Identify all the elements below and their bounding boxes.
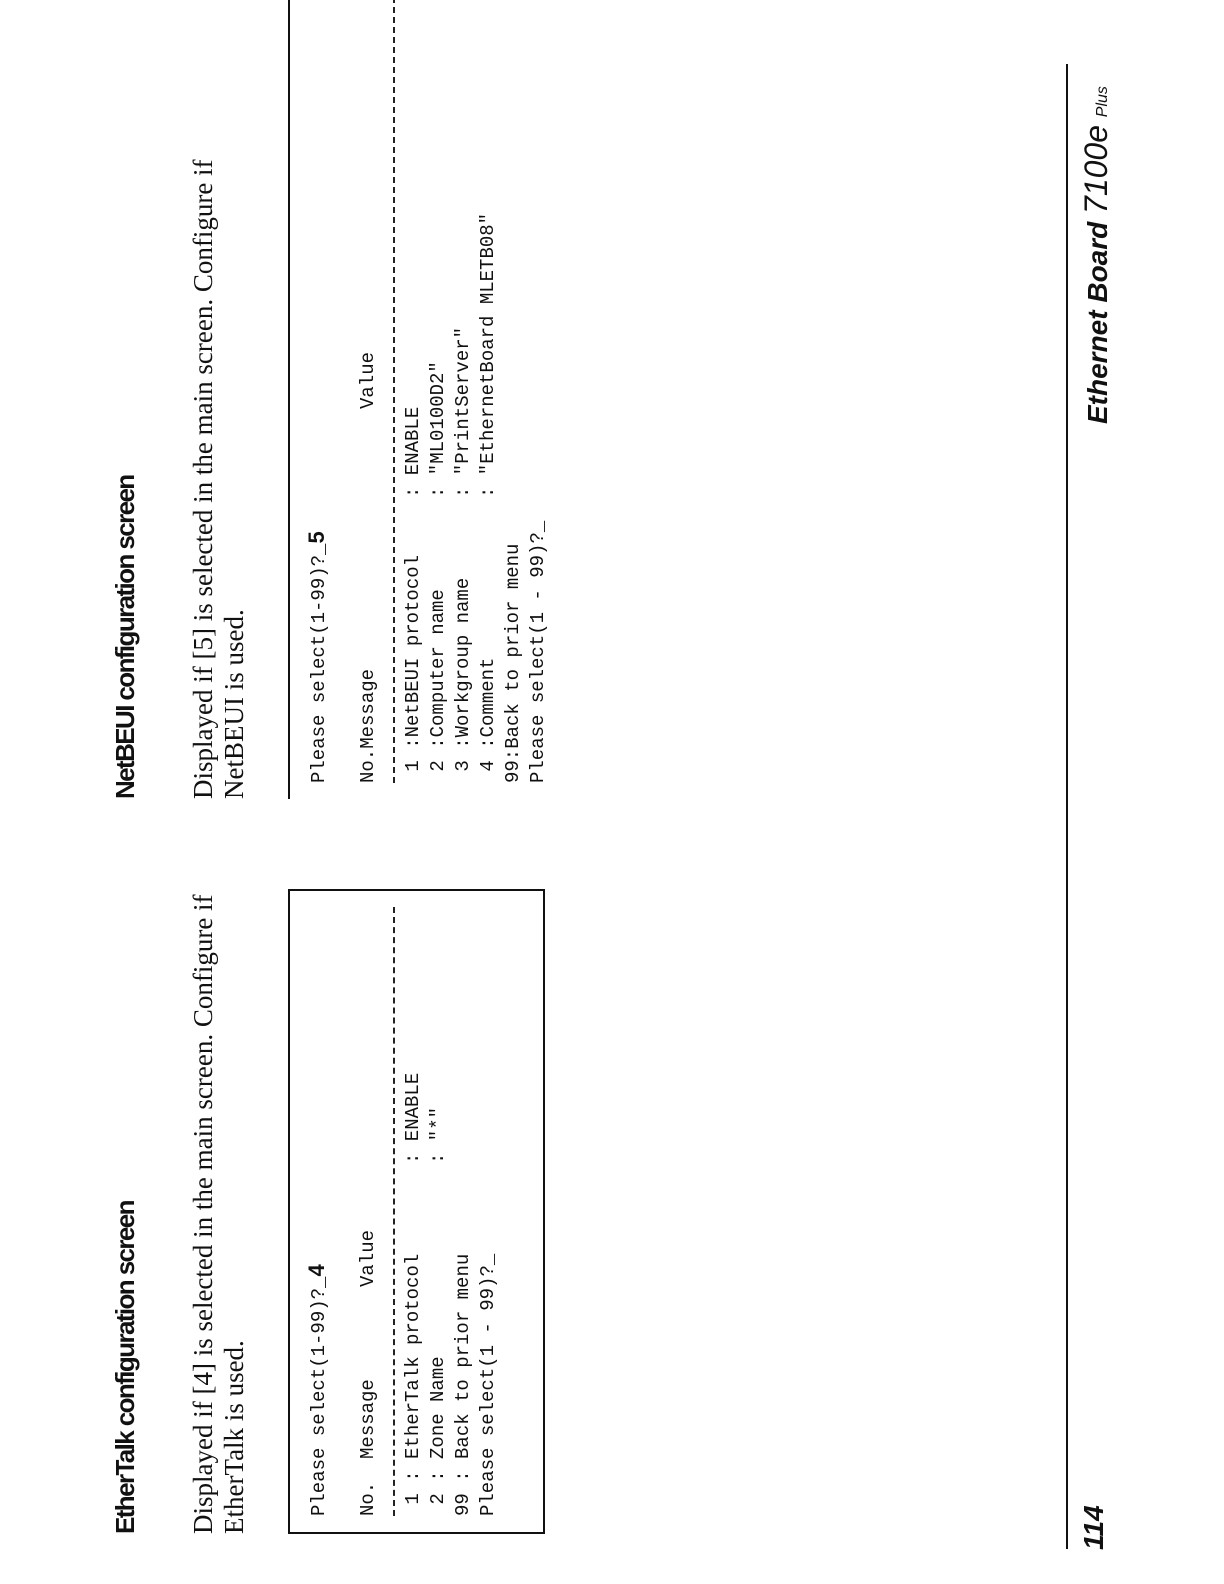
footer-suffix: Plus — [1094, 86, 1111, 118]
row-message: Please select(1 - 99)?_ — [527, 520, 549, 783]
netbeui-header-value: Value — [357, 351, 379, 409]
netbeui-terminal-screen — [288, 0, 600, 799]
row-message: 3 :Workgroup name — [452, 577, 474, 783]
ethertalk-row — [476, 907, 501, 1516]
netbeui-row — [426, 0, 451, 783]
ethertalk-intro-text: Displayed if [4] is selected in the main screen. Configure if EtherTalk is used. — [188, 894, 249, 1534]
row-message: 2 :Computer name — [427, 589, 449, 783]
ethertalk-section-title: EtherTalk configuration screen — [110, 1201, 140, 1534]
netbeui-prompt-value: 5 — [304, 531, 329, 544]
netbeui-column-headers — [356, 0, 381, 783]
ethertalk-header-message: No. Message — [357, 1379, 379, 1516]
row-message: 99:Back to prior menu — [502, 543, 524, 783]
ethertalk-row — [401, 907, 426, 1516]
ethertalk-terminal-screen — [288, 889, 545, 1534]
netbeui-prompt — [304, 0, 332, 783]
ethertalk-column-headers — [356, 907, 381, 1516]
row-message: 4 :Comment — [477, 657, 499, 783]
footer-model: 7100e — [1078, 124, 1114, 214]
netbeui-row — [526, 0, 551, 783]
row-value: : "PrintServer" — [452, 326, 474, 498]
netbeui-prompt-text: Please select(1-99)?_ — [308, 543, 330, 783]
row-message: 1 : EtherTalk protocol — [402, 1253, 424, 1516]
netbeui-row — [501, 0, 526, 783]
row-message: Please select(1 - 99)?_ — [477, 1253, 499, 1516]
row-value: : "*" — [427, 1106, 449, 1164]
netbeui-row — [476, 0, 501, 783]
footer-brand: Ethernet Board — [1082, 221, 1113, 424]
netbeui-dashed-rule — [393, 0, 395, 783]
netbeui-intro-text: Displayed if [5] is selected in the main screen. Configure if NetBEUI is used. — [188, 159, 249, 799]
row-message: 2 : Zone Name — [427, 1356, 449, 1516]
ethertalk-row — [451, 907, 476, 1516]
ethertalk-prompt-value: 4 — [304, 1264, 329, 1277]
row-message: 1 :NetBEUI protocol — [402, 554, 424, 783]
page-number: 114 — [1078, 1505, 1109, 1550]
row-value: : ENABLE — [402, 406, 424, 498]
row-message: 99 : Back to prior menu — [452, 1253, 474, 1516]
ethertalk-header-value: Value — [357, 1229, 379, 1287]
ethertalk-prompt — [304, 907, 332, 1516]
row-value: : "EthernetBoard MLETB08" — [477, 212, 499, 498]
netbeui-section-title: NetBEUI configuration screen — [110, 475, 140, 799]
ethertalk-row — [426, 907, 451, 1516]
ethertalk-prompt-text: Please select(1-99)?_ — [308, 1276, 330, 1516]
row-value: : ENABLE — [402, 1072, 424, 1164]
footer-rule — [1066, 64, 1068, 1549]
netbeui-row — [451, 0, 476, 783]
netbeui-row — [401, 0, 426, 783]
ethertalk-dashed-rule — [393, 907, 395, 1516]
netbeui-header-message: No.Message — [357, 668, 379, 783]
row-value: : "ML0100D2" — [427, 361, 449, 498]
footer-product-title — [1078, 86, 1115, 424]
